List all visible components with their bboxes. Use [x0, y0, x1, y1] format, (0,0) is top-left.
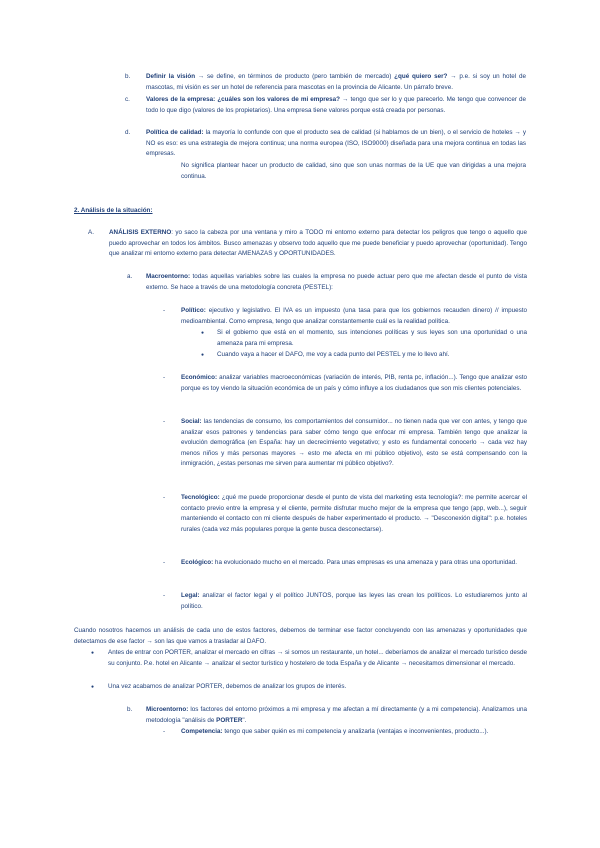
political-text: ejecutivo y legislativo. El IVA es un impuesto (una tasa para que los gobiernos recauden dinero) // impuesto medioambiental. Como empresa, tengo que analizar constantemente cuál es la realidad política. [181, 307, 527, 325]
micro-environment [146, 705, 527, 726]
quality-label: Política de calidad: [146, 129, 204, 136]
list-marker-a: a. [127, 273, 133, 280]
macro-text: todas aquellas variables sobre las cuales la empresa no puede actuar pero que me afectan desde el punto de vista externo. Se hace a través de una metodología concreta (PESTEL): [146, 273, 527, 291]
closing-bullet-2: Una vez acabamos de analizar PORTER, debemos de analizar los grupos de interés. [108, 683, 347, 690]
economic-label: Económico: [181, 374, 218, 381]
vision-label: Definir la visión [146, 73, 196, 80]
list-marker-b: b. [125, 73, 131, 80]
values-label: Valores de la empresa: ¿cuáles son los valores de mi empresa? [146, 96, 341, 103]
micro-text-2: ". [242, 716, 247, 724]
quality-text: la mayoría lo confunde con que el producto sea de calidad (si hablamos de un bien), o el servicio de hoteles → y NO es eso: es una estrategia de mejora continua; una norma europea (ISO, ISO9000) diseñada para una mejora continua en todas las empresas. [146, 129, 526, 158]
ecological-label: Ecológico: [181, 559, 214, 566]
bullet-icon: ● [91, 650, 95, 656]
external-analysis-label: ANÁLISIS EXTERNO [109, 229, 172, 236]
bullet-icon: ● [201, 330, 205, 336]
dash-economic: - [163, 374, 166, 381]
values-text: → tengo que ser lo y que parecerlo. Me tengo que convencer de todo lo que digo (valores de los propietarios). Una empresa tiene valores porque está creada por personas. [146, 96, 526, 114]
dash-social: - [163, 418, 166, 425]
technological-label: Tecnológico: [181, 494, 220, 501]
vision-question: ¿qué quiero ser? [394, 73, 448, 80]
quality-item [146, 128, 526, 160]
vision-item [146, 72, 526, 93]
factor-social [181, 417, 527, 470]
political-bullet-2: Cuando vaya a hacer el DAFO, me voy a cada punto del PESTEL y me lo llevo ahí. [217, 351, 450, 358]
external-analysis-text: : yo saco la cabeza por una ventana y miro a TODO mi entorno externo para detectar los peligros que tengo o aquello que puedo aprovechar en todos los ámbitos. Busco amenazas y observo todo aquello que me puede beneficiar y puedo aprovechar (oportunidad). Tengo que analizar mi entorno externo para detectar AMENAZAS y OPORTUNIDADES. [109, 229, 527, 258]
list-marker-d: d. [125, 129, 131, 136]
technological-text: ¿qué me puede proporcionar desde el punto de vista del marketing esta tecnología?: me permite acercar el contacto previo entre la empresa y el cliente, permite disfrutar mucho mejor de la empresa que tengo (app, web...), seguir manteniendo el contacto con mi cliente después de haber experimentado el producto. → "Desconexión digital": p.e. hoteles rurales (cada vez más populares porque la gente busca desconectarse). [181, 494, 527, 533]
list-marker-b-micro: b. [127, 706, 133, 713]
factor-political [181, 306, 527, 327]
porter-label: PORTER [216, 716, 243, 724]
dash-political: - [163, 307, 166, 314]
factor-technological [181, 493, 527, 535]
competition-item [181, 727, 527, 738]
bullet-icon: ● [201, 352, 205, 358]
dash-competition: - [163, 728, 166, 735]
legal-label: Legal: [181, 592, 200, 599]
list-marker-A: A. [88, 229, 94, 236]
social-label: Social: [181, 418, 202, 425]
micro-label: Microentorno: [146, 706, 189, 713]
competition-text: tengo que saber quién es mi competencia y analizarla (ventajas e inconvenientes, producto...). [222, 728, 489, 735]
ecological-text: ha evolucionado mucho en el mercado. Para unas empresas es una amenaza y para otras una oportunidad. [213, 559, 518, 566]
quality-note: No significa plantear hacer un producto de calidad, sino que son unas normas de la UE que van dirigidas a una mejora continua. [181, 162, 526, 180]
closing-paragraph: Cuando nosotros hacemos un análisis de cada uno de estos factores, debemos de terminar ese factor concluyendo con las amenazas y oportunidades que detectamos de ese factor → son las que vamos a trasladar al DAFO. [74, 627, 527, 645]
political-bullet-1: Si el gobierno que está en el momento, sus intenciones políticas y sus leyes son una oportunidad o una amenaza para mi empresa. [217, 329, 527, 347]
factor-ecological [181, 558, 527, 569]
factor-economic [181, 373, 527, 394]
dash-ecological: - [163, 559, 166, 566]
closing-bullet-1: Antes de entrar con PORTER, analizar el mercado en cifras → si somos un restaurante, un hotel... deberíamos de analizar el mercado turístico desde su conjunto. P.e. hotel en Alicante → analizar el sector turístico y hostelero de toda España y de Alicante → necesitamos dimensionar el mercado. [108, 649, 527, 667]
macro-environment [146, 272, 527, 293]
micro-text: los factores del entorno próximos a mi empresa y me afectan a mí directamente (y a mi competencia). Analizamos una metodología "análisis de [146, 706, 527, 724]
bullet-icon: ● [91, 684, 95, 690]
competition-label: Competencia: [181, 728, 223, 735]
dash-technological: - [163, 494, 166, 501]
list-marker-c: c. [125, 96, 130, 103]
vision-text: → se define, en términos de producto (pero también de mercado) [195, 73, 395, 80]
macro-label: Macroentorno: [146, 273, 191, 280]
values-item [146, 95, 526, 116]
economic-text: analizar variables macroeconómicas (variación de interés, PIB, renta pc, inflación...). Tengo que analizar esto porque es toy viendo la situación económica de un país y cómo influye a los ciudadanos que son mis clientes potenciales. [181, 374, 527, 392]
external-analysis [109, 228, 527, 260]
section-title: 2. Análisis de la situación: [74, 207, 153, 214]
vision-text-2: → p.e. si soy un hotel de mascotas, mi visión es ser un hotel de referencia para mascotas en la provincia de Alicante. Un párrafo breve. [146, 73, 526, 91]
factor-legal [181, 591, 527, 612]
political-label: Político: [181, 307, 206, 314]
dash-legal: - [163, 592, 166, 599]
social-text: las tendencias de consumo, los comportamientos del consumidor... no tienen nada que ver con antes, y tengo que analizar esos patrones y tendencias para saber cómo tengo que enfocar mi empresa. También tengo que analizar la evolución demográfica (en España: hay un decrecimiento vegetativo; y esto es fundamental conocerlo → cada vez hay menos niños y más personas mayores → esto me afecta en mi público objetivo), esto se está compensando con la inmigración, ¿estas personas me sirven para aumentar mi público objetivo?. [181, 418, 527, 468]
legal-text: analizar el factor legal y el político JUNTOS, porque las leyes las crean los políticos. Lo estudiaremos junto al político. [181, 592, 527, 610]
